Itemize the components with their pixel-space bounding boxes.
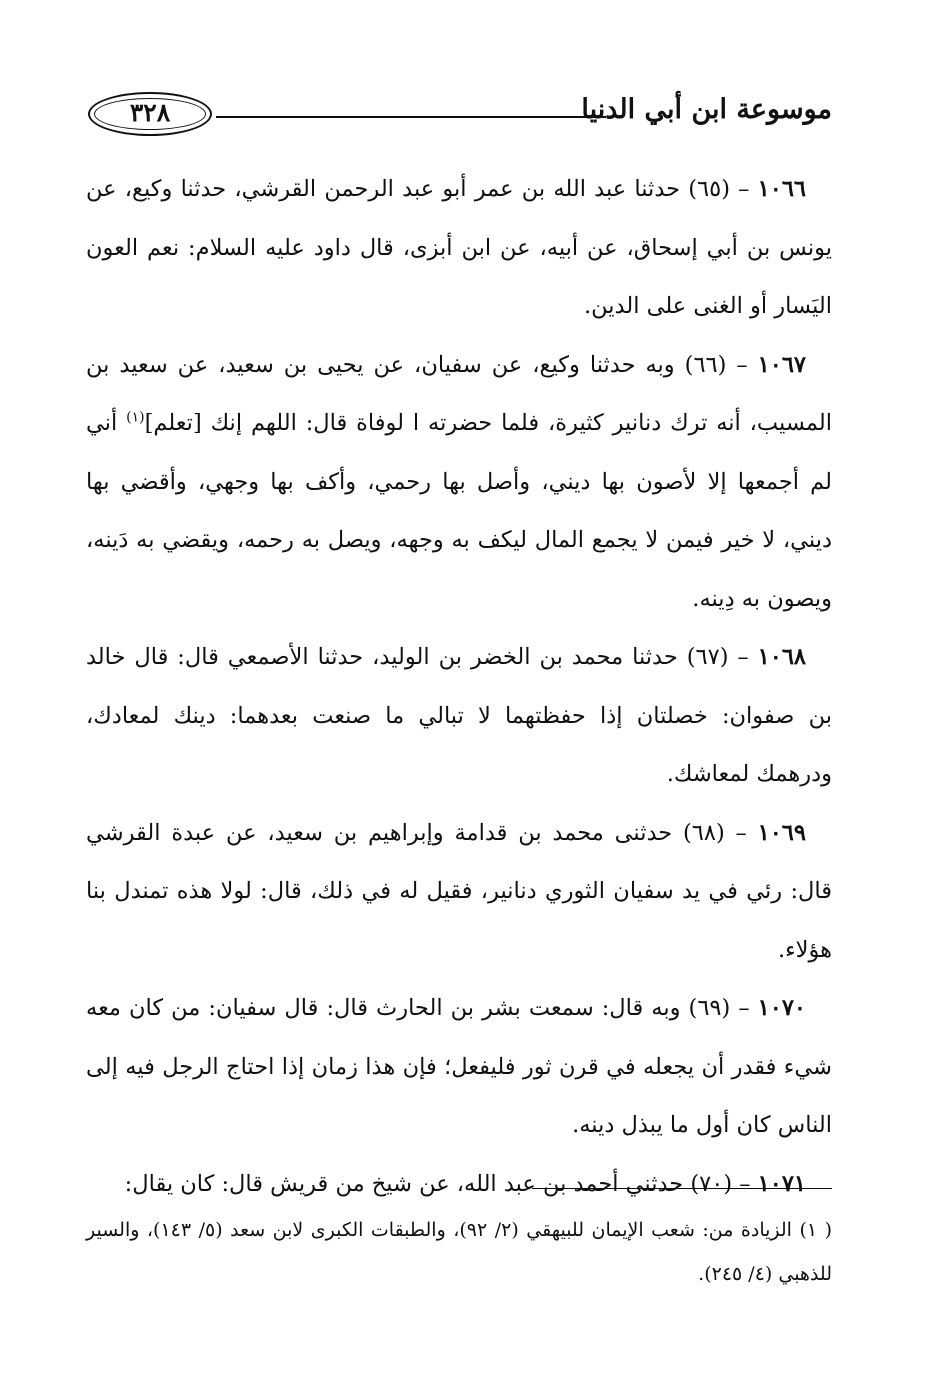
entry-text: – (٦٥) حدثنا عبد الله بن عمر أبو عبد الرحمن القرشي، حدثنا وكيع، عن يونس بن أبي إسحاق، عن أبيه، عن ابن أبزى، قال داود عليه السلام: نعم العون اليَسار أو الغنى على الدين. [86, 176, 832, 319]
entry-text-continued: أني لم أجمعها إلا لأصون بها ديني، وأصل بها رحمي، وأكف بها وجهي، وأقضي بها ديني، لا خير فيمن لا يجمع المال ليكف به وجهه، ويصل به رحمه، ويقضي به دَينه، ويصون به دِينه. [86, 410, 832, 612]
entry-number: ١٠٧١ [757, 1170, 806, 1197]
footnote-separator [532, 1188, 832, 1189]
entry-1071 [86, 1155, 832, 1214]
entry-number: ١٠٧٠ [757, 995, 807, 1021]
book-title: موسوعة ابن أبي الدنيا [581, 94, 832, 125]
entry-1066 [86, 160, 832, 336]
entry-text: – (٦٨) حدثنى محمد بن قدامة وإبراهيم بن سعيد، عن عبدة القرشي قال: رئي في يد سفيان الثوري دنانير، فقيل له في ذلك، قال: لولا هذه تمندل بنا هؤلاء. [86, 819, 832, 963]
entry-text: – (٦٧) حدثنا محمد بن الخضر بن الوليد، حدثنا الأصمعي قال: قال خالد بن صفوان: خصلتان إذا حفظتهما لا تبالي ما صنعت بعدهما: دينك لمعادك، ودرهمك لمعاشك. [86, 644, 832, 787]
entry-number: ١٠٦٩ [757, 819, 806, 846]
header-rule [216, 116, 606, 118]
footnotes [86, 1208, 832, 1296]
entry-number: ١٠٦٧ [757, 351, 806, 378]
footnote-marker: (١) [126, 409, 145, 426]
entry-number: ١٠٦٨ [757, 644, 806, 670]
entry-1068 [86, 628, 832, 804]
footnote-1: ( ١) الزيادة من: شعب الإيمان للبيهقي (٢/ ٩٢)، والطبقات الكبرى لابن سعد (٥/ ١٤٣)، والسير للذهبي (٤/ ٢٤٥). [86, 1219, 832, 1285]
entry-text: – (٦٩) وبه قال: سمعت بشر بن الحارث قال: قال سفيان: من كان معه شيء فقدر أن يجعله في قرن ثور فليفعل؛ فإن هذا زمان إذا احتاج الرجل فيه إلى الناس كان أول ما يبذل دينه. [86, 995, 832, 1138]
entry-1070 [86, 979, 832, 1155]
entry-text: – (٦٦) وبه حدثنا وكيع، عن سفيان، عن يحيى بن سعيد، عن سعيد بن المسيب، أنه ترك دنانير كثيرة، فلما حضرته ا لوفاة قال: اللهم إنك [تعلم] [86, 351, 833, 436]
page-header [88, 92, 832, 140]
entry-1069 [86, 804, 832, 980]
entry-number: ١٠٦٦ [757, 176, 806, 202]
entry-text: – (٧٠) حدثني أحمد بن عبد الله، عن شيخ من قريش قال: كان يقال: [124, 1170, 751, 1197]
page-number: ٣٢٨ [129, 98, 171, 127]
main-text [86, 160, 832, 1213]
entry-1067 [86, 336, 832, 629]
